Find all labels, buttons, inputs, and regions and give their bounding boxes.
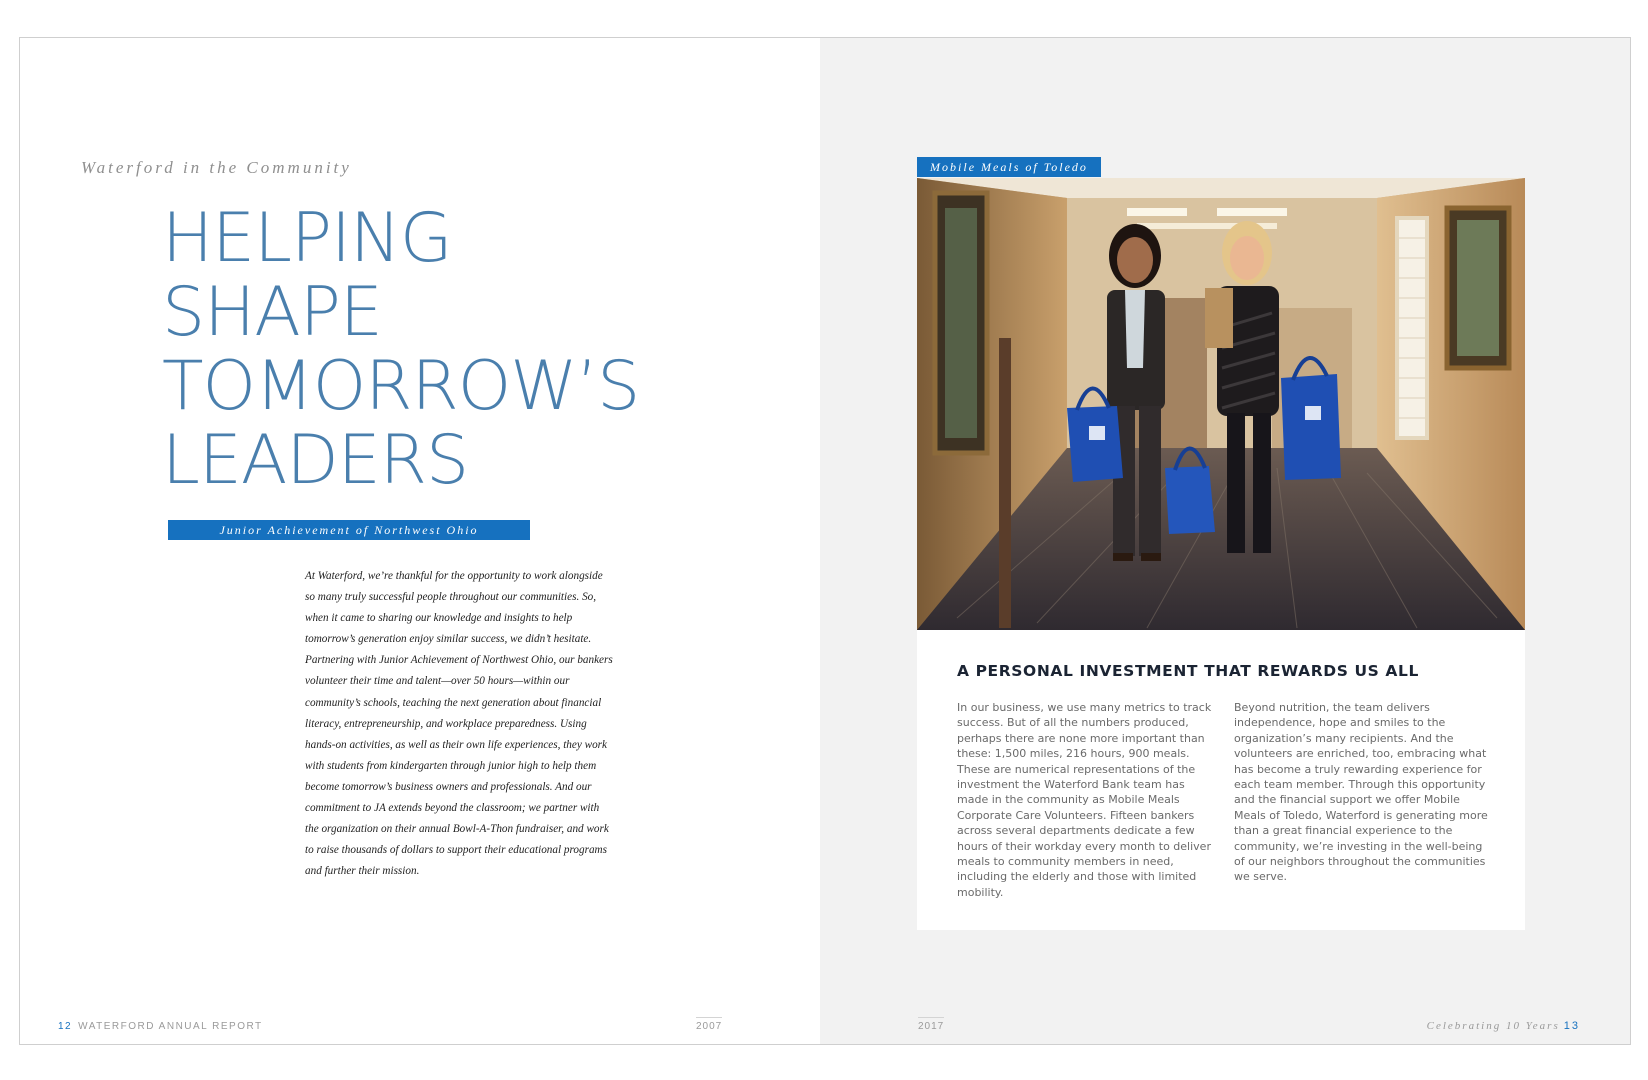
section-kicker: Waterford in the Community — [81, 158, 352, 177]
article-card — [917, 630, 1525, 930]
page-number: 12 — [58, 1021, 73, 1032]
right-page — [820, 38, 1630, 1044]
year-marker-right: 2017 — [918, 1017, 944, 1032]
page-headline — [162, 199, 722, 500]
right-folio — [1427, 1020, 1580, 1032]
article-column-2: Beyond nutrition, the team delivers independence, hope and smiles to the organization’s many recipients. And the volunteers are enriched, too, embracing what has become a truly rewarding experience for each team member. Through this opportunity and the financial support we offer Mobile Meals of Toledo, Waterford is generating more than a great financial experience to the community, we’re investing in the well-being of our neighbors throughout the communities we serve. — [1234, 701, 1488, 884]
headline-line: LEADERS — [162, 421, 469, 500]
volunteers-photo — [917, 178, 1525, 630]
article-column-1: In our business, we use many metrics to track success. But of all the numbers produced, perhaps there are none more important than these: 1,500 miles, 216 hours, 900 meals. These are numerical representations of the investment the Waterford Bank team has made in the community as Mobile Meals Corporate Care Volunteers. Fifteen bankers across several departments dedicate a few hours of their workday every month to deliver meals to community members in need, including the elderly and those with limited mobility. — [957, 701, 1212, 899]
headline-line: HELPING — [162, 199, 452, 278]
mobile-meals-tag: Mobile Meals of Toledo — [917, 157, 1101, 177]
volunteers-illustration — [917, 178, 1525, 630]
page-number: 13 — [1563, 1020, 1580, 1032]
left-folio — [58, 1021, 263, 1032]
report-spread — [19, 37, 1631, 1045]
left-body-text: At Waterford, we’re thankful for the opportunity to work alongside so many truly successful people throughout our communities. So, when it came to sharing our knowledge and insights to help tomorrow’s generation enjoy similar success, we didn’t hesitate. Partnering with Junior Achievement of Northwest Ohio, our bankers volunteer their time and talent—over 50 hours—within our community’s schools, teaching the next generation about financial literacy, entrepreneurship, and workplace preparedness. Using hands-on activities, as well as their own life experiences, they work with students from kindergarten through junior high to help them become tomorrow’s business owners and professionals. And our commitment to JA extends beyond the classroom; we partner with the organization on their annual Bowl-A-Thon fundraiser, and work to raise thousands of dollars to support their educational programs and further their mission. — [305, 570, 613, 878]
junior-achievement-banner: Junior Achievement of Northwest Ohio — [168, 520, 530, 540]
left-page — [20, 38, 820, 1044]
headline-line: TOMORROW’S — [162, 347, 640, 426]
article-title: A PERSONAL INVESTMENT THAT REWARDS US ALL — [957, 662, 1419, 680]
folio-text: WATERFORD ANNUAL REPORT — [78, 1021, 263, 1032]
headline-line: SHAPE — [162, 273, 382, 352]
folio-text: Celebrating 10 Years — [1426, 1020, 1560, 1032]
year-marker-left: 2007 — [696, 1017, 722, 1032]
